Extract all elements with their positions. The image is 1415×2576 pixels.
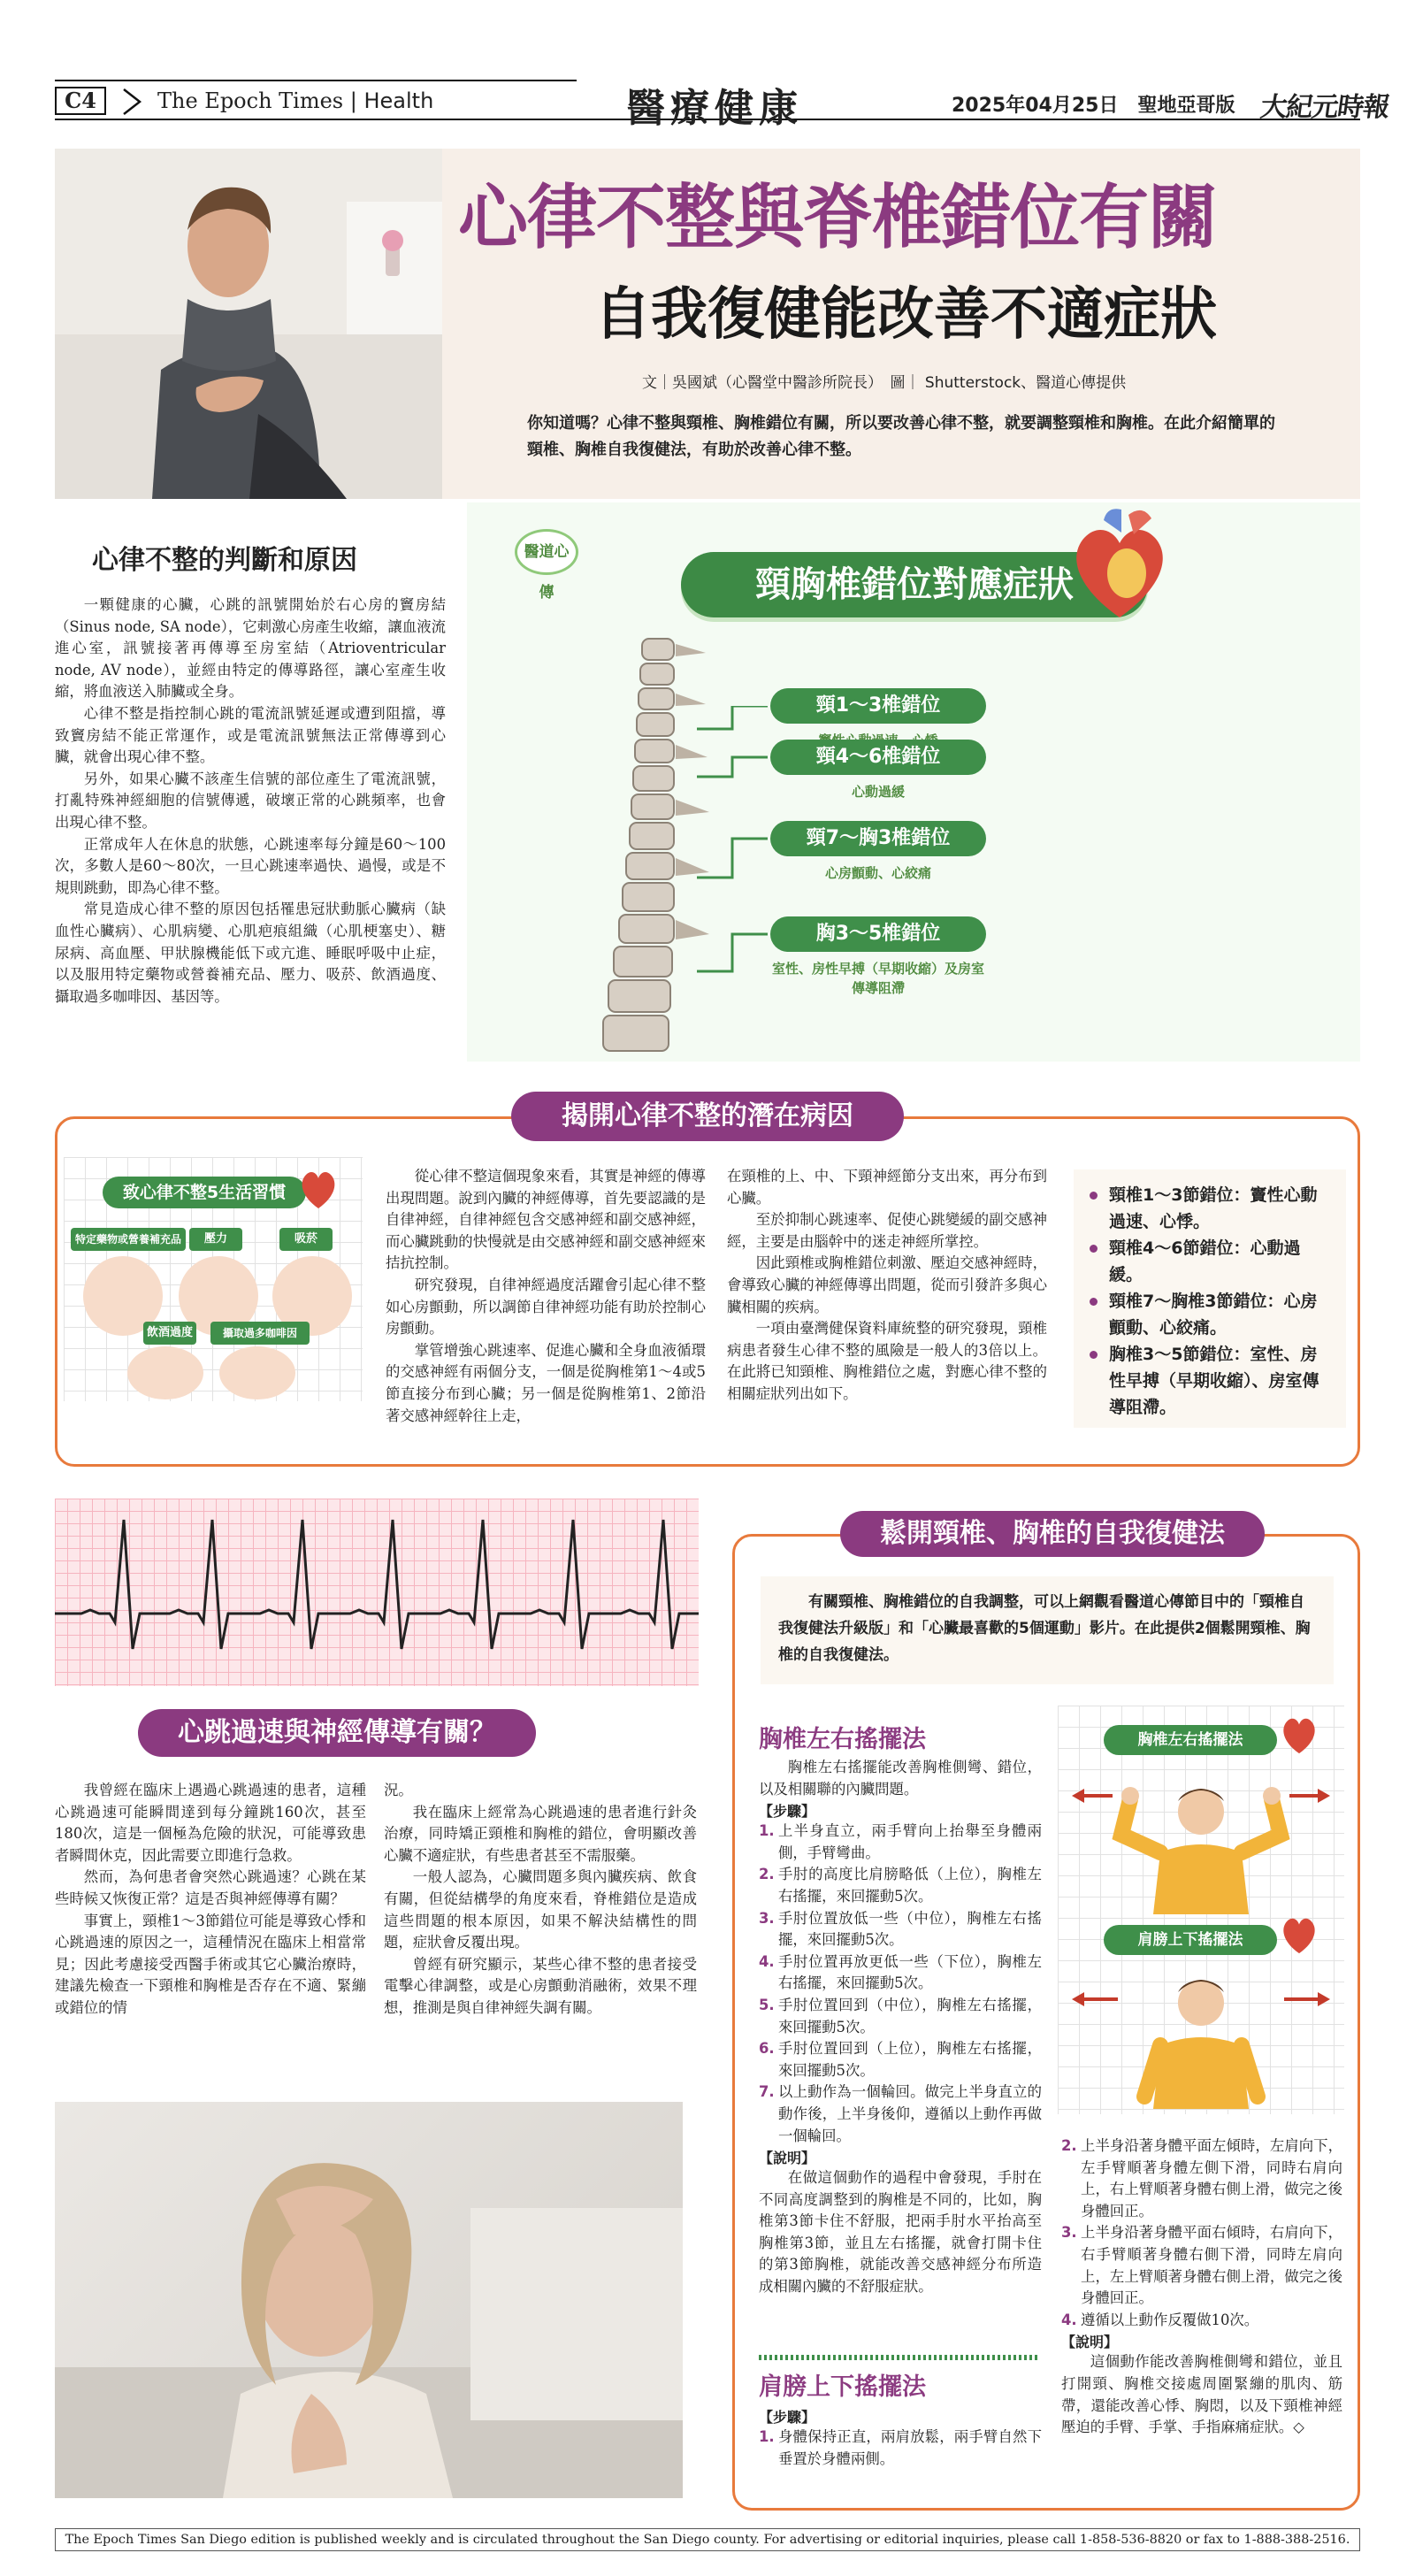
step-item: 5. 手肘位置回到（中位），胸椎左右搖擺，來回擺動5次。 [759, 1996, 1042, 2036]
ecg-waveform [55, 1499, 699, 1686]
byline: 文｜吳國斌（心醫堂中醫診所院長） 圖｜ Shutterstock、醫道心傳提供 [642, 374, 1127, 392]
section-heading-causes: 揭開心律不整的潛在病因 [511, 1092, 904, 1141]
woman-headache-photo [55, 2102, 683, 2498]
habits-title: 致心律不整5生活習慣 [103, 1177, 306, 1208]
illustration1-label: 胸椎左右搖擺法 [1104, 1725, 1277, 1755]
chart-item-label: 頸4～6椎錯位 [770, 740, 986, 775]
paragraph: 另外，如果心臟不該產生信號的部位產生了電流訊號，打亂特殊神經細胞的信號傳遞，破壞正常的心跳頻率，也會出現心律不整。 [55, 770, 446, 831]
paragraph: 在頸椎的上、中、下頸神經節分支出來，再分布到心臟。 [727, 1168, 1047, 1207]
chart-item-desc: 心動過緩 [851, 784, 905, 800]
habit-label: 特定藥物或營養補充品 [71, 1228, 186, 1251]
chart-item-desc: 心房顫動、心絞痛 [824, 865, 931, 881]
paragraph: 從心律不整這個現象來看，其實是神經的傳導出現問題。說到內臟的神經傳導，首先要認識的是自律神經，自律神經包含交感神經和副交感神經，而心臟跳動的快慢就是由交感神經和副交感神經來拮抗控制。 [386, 1168, 706, 1272]
exercise1-body [759, 1757, 1042, 2298]
step-item: 3. 手肘位置放低一些（中位），胸椎左右搖擺，來回擺動5次。 [759, 1909, 1042, 1949]
exercise2-steps-left [759, 2426, 1042, 2470]
exercise1-steps [759, 1821, 1042, 2147]
habits-infographic [64, 1157, 363, 1401]
exercise1-title: 胸椎左右搖擺法 [759, 1726, 926, 1753]
page-header [55, 81, 1391, 131]
heart-icon [1277, 1713, 1321, 1757]
rehab-intro: 有關頸椎、胸椎錯位的自我調整，可以上網觀看醫道心傳節目中的「頸椎自我復健法升級版」和「心臟最喜歡的5個運動」影片。在此提供2個鬆開頸椎、胸椎的自我復健法。 [761, 1576, 1334, 1684]
header-rule [55, 80, 577, 81]
article-subtitle: 自我復健能改善不適症狀 [594, 282, 1217, 348]
spine-chart-panel [467, 502, 1360, 1062]
list-item: 頸椎1～3節錯位：竇性心動過速、心悸。 [1088, 1182, 1332, 1235]
step-text: 身體保持正直，兩肩放鬆，兩手臂自然下垂置於身體兩側。 [778, 2428, 1042, 2467]
chart-item-label: 胸3～5椎錯位 [770, 916, 986, 952]
step-item: 4. 遵循以上動作反覆做10次。 [1061, 2311, 1259, 2328]
exercise2-note: 這個動作能改善胸椎側彎和錯位，並且打開頸、胸椎交接處周圍緊繃的肌肉、筋帶，還能改善心悸、胸悶，以及下頸椎神經壓迫的手臂、手掌、手指麻痛症狀。◇ [1061, 2353, 1342, 2436]
list-item: 胸椎3～5節錯位：室性、房性早搏（早期收縮）、房室傳導阻滯。 [1088, 1341, 1332, 1421]
paragraph: 常見造成心律不整的原因包括罹患冠狀動脈心臟病（缺血性心臟病）、心肌病變、心肌疤痕組織（心肌梗塞史）、糖尿病、高血壓、甲狀腺機能低下或亢進、睡眠呼吸中止症，以及服用特定藥物或營養補充品、壓力、吸菸、飲酒過度、攝取過多咖啡因、基因等。 [55, 901, 446, 1005]
article-title: 心律不整與脊椎錯位有關 [458, 177, 1217, 258]
steps-label: 【步驟】 [759, 2409, 816, 2426]
step-item: 6. 手肘位置回到（上位），胸椎左右搖擺，來回擺動5次。 [759, 2040, 1042, 2079]
shoulder-sway-figure [1068, 1964, 1334, 2109]
note-label: 【說明】 [1061, 2334, 1119, 2351]
exercise2-steps-right [1061, 2135, 1342, 2331]
paragraph: 事實上，頸椎1～3節錯位可能是導致心悸和心跳過速的原因之一，這種情況在臨床上相當常見；因此考慮接受西醫手術或其它心臟治療時，建議先檢查一下頸椎和胸椎是否存在不適、緊繃或錯位的情 [55, 1912, 366, 2016]
sec3-col1 [55, 1780, 366, 2020]
man-chest-pain-image [55, 149, 442, 499]
paragraph: 曾經有研究顯示，某些心律不整的患者接受電擊心律調整，或是心房顫動消融術，效果不理想，推測是與自律神經失調有關。 [384, 1955, 697, 2016]
spine-illustration [591, 635, 715, 1060]
step-text: 手肘位置放低一些（中位），胸椎左右搖擺，來回擺動5次。 [778, 1909, 1042, 1949]
paragraph: 我曾經在臨床上遇過心跳過速的患者，這種心跳過速可能瞬間達到每分鐘跳160次，甚至180次，這是一個極為危險的狀況，可能導致患者瞬間休克，因此需要立即進行急救。 [55, 1782, 366, 1864]
list-item: 頸椎7～胸椎3節錯位：心房顫動、心絞痛。 [1088, 1288, 1332, 1341]
coffee-icon [219, 1346, 295, 1399]
woman-headache-image [55, 2102, 683, 2498]
list-item: 頸椎4～6節錯位：心動過緩。 [1088, 1235, 1332, 1288]
sec2-col2 [727, 1166, 1047, 1406]
habit-label: 壓力 [189, 1228, 242, 1251]
exercise2-body-right [1061, 2135, 1342, 2439]
heart-icon [295, 1166, 341, 1212]
steps-label: 【步驟】 [759, 1803, 816, 1821]
section-heading-diagnosis: 心律不整的判斷和原因 [92, 545, 357, 576]
step-item: 2. 上半身沿著身體平面左傾時，左肩向下，左手臂順著身體左側下滑，同時右肩向上，右上臂順著身體右側上滑，做完之後身體回正。 [1061, 2137, 1342, 2220]
paragraph: 掌管增強心跳速率、促進心臟和全身血液循環的交感神經有兩個分支，一個是從胸椎第1～4或5節直接分布到心臟；另一個是從胸椎第1、2節沿著交感神經幹往上走， [386, 1341, 706, 1424]
step-item: 7. 以上動作為一個輪回。做完上半身直立的動作後，上半身後仰，遵循以上動作再做一個輪回。 [759, 2083, 1042, 2144]
habit-label: 吸菸 [279, 1228, 333, 1251]
article-intro: 你知道嗎？心律不整與頸椎、胸椎錯位有關，所以要改善心律不整，就要調整頸椎和胸椎。在此介紹簡單的頸椎、胸椎自我復健法，有助於改善心律不整。 [527, 414, 1275, 459]
illustration2-label: 肩膀上下搖擺法 [1104, 1925, 1277, 1955]
exercise-illustrations [1058, 1706, 1344, 2114]
exercise2-title: 肩膀上下搖擺法 [759, 2373, 926, 2401]
habit-label: 飲酒過度 [143, 1322, 196, 1345]
connector-lines [697, 706, 768, 1042]
ecg-strip [55, 1499, 699, 1686]
paragraph: 因此頸椎或胸椎錯位刺激、壓迫交感神經時，會導致心臟的神經傳導出問題，從而引發許多與心臟相關的疾病。 [727, 1254, 1047, 1315]
step-text: 遵循以上動作反覆做10次。 [1081, 2311, 1259, 2328]
beer-icon [127, 1346, 203, 1399]
step-item: 2. 手肘的高度比肩膀略低（上位），胸椎左右搖擺，來回擺動5次。 [759, 1866, 1042, 1905]
dislocation-list [1088, 1182, 1332, 1421]
step-text: 上半身沿著身體平面左傾時，左肩向下，左手臂順著身體左側下滑，同時右肩向上，右上臂順著身體右側上滑，做完之後身體回正。 [1081, 2137, 1342, 2220]
note-label: 【說明】 [759, 2150, 816, 2167]
section-divider [759, 2355, 1040, 2360]
publication-name [157, 88, 433, 113]
paragraph: 一顆健康的心臟，心跳的訊號開始於右心房的竇房結（Sinus node, SA node），它刺激心房產生收縮，讓血液流進心室，訊號接著再傳導至房室結（Atrioventricular node, AV node），並經由特定的傳導路徑，讓心室產生收縮，將血液送入肺臟或全身。 [55, 596, 446, 701]
step-item: 1. 身體保持正直，兩肩放鬆，兩手臂自然下垂置於身體兩側。 [759, 2428, 1042, 2467]
paragraph: 心律不整是指控制心跳的電流訊號延遲或遭到阻擋，導致竇房結不能正常運作，或是電流訊號無法正常傳導到心臟，就會出現心律不整。 [55, 704, 446, 766]
paragraph: 一般人認為，心臟問題多與內臟疾病、飲食有關，但從結構學的角度來看，脊椎錯位是造成這些問題的根本原因，如果不解決結構性的問題，症狀會反覆出現。 [384, 1868, 697, 1951]
paragraph: 至於抑制心跳速率、促使心跳變緩的副交感神經，主要是由腦幹中的迷走神經所掌控。 [727, 1211, 1047, 1250]
step-text: 上半身沿著身體平面右傾時，右肩向下，右手臂順著身體右側下滑，同時左肩向上，左上臂順著身體右側上滑，做完之後身體回正。 [1081, 2224, 1342, 2307]
edition-date: 2025年04月25日 聖地亞哥版 [952, 95, 1235, 117]
section-heading-self-rehab: 鬆開頸椎、胸椎的自我復健法 [840, 1511, 1265, 1557]
section-title: 醫療健康 [626, 86, 803, 131]
paragraph: 研究發現，自律神經過度活躍會引起心律不整如心房顫動，所以調節自律神經功能有助於控制心房顫動。 [386, 1276, 706, 1338]
paragraph: 我在臨床上經常為心跳過速的患者進行針灸治療，同時矯正頸椎和胸椎的錯位，會明顯改善心臟不適症狀，有些患者甚至不需服藥。 [384, 1803, 697, 1864]
chart-item-label: 頸1～3椎錯位 [770, 688, 986, 724]
heart-icon [1277, 1913, 1321, 1957]
chart-title: 頸胸椎錯位對應症狀 [681, 552, 1148, 617]
footer-note: The Epoch Times San Diego edition is published weekly and is circulated throughout the San Diego county. For advertising or editorial inquiries, please call 1-858-536-8820 or fax to 1-888-388-2516. [55, 2528, 1360, 2551]
hero-photo [55, 149, 442, 499]
paragraph: 一項由臺灣健保資料庫統整的研究發現，頸椎病患者發生心律不整的風險是一般人的3倍以上。在此將已知頸椎、胸椎錯位之處，對應心律不整的相關症狀列出如下。 [727, 1320, 1047, 1402]
chevron-right-icon [117, 87, 147, 117]
chart-item-label: 頸7～胸3椎錯位 [770, 821, 986, 856]
step-item: 3. 上半身沿著身體平面右傾時，右肩向下，右手臂順著身體右側下滑，同時左肩向上，左上臂順著身體右側上滑，做完之後身體回正。 [1061, 2224, 1342, 2307]
step-text: 以上動作為一個輪回。做完上半身直立的動作後，上半身後仰，遵循以上動作再做一個輪回。 [778, 2083, 1042, 2144]
chart-item-desc: 室性、房性早搏（早期收縮）及房室傳導阻滯 [771, 961, 984, 996]
step-text: 手肘的高度比肩膀略低（上位），胸椎左右搖擺，來回擺動5次。 [778, 1866, 1042, 1905]
newspaper-logo: 大紀元時報 [1258, 92, 1391, 123]
exercise1-note: 在做這個動作的過程中會發現，手肘在不同高度調整到的胸椎是不同的，比如，胸椎第3節卡住不舒服，把兩手肘水平抬高至胸椎第3節，並且左右搖擺，就會打開卡住的第3節胸椎，就能改善交感神經分布所造成相關內臟的不舒服症狀。 [759, 2169, 1042, 2296]
sec1-body [55, 594, 446, 1008]
step-item: 1. 上半身直立，兩手臂向上抬舉至身體兩側，手臂彎曲。 [759, 1822, 1042, 1861]
step-item: 4. 手肘位置再放更低一些（下位），胸椎左右搖擺，來回擺動5次。 [759, 1952, 1042, 1992]
habit-label: 攝取過多咖啡因 [210, 1322, 310, 1345]
paragraph: 正常成年人在休息的狀態，心跳速率每分鐘是60～100次，多數人是60～80次，一旦心跳速率過快、過慢，或是不規則跳動，即為心律不整。 [55, 835, 446, 896]
sec2-col1 [386, 1166, 706, 1427]
heart-icon [1058, 502, 1182, 626]
step-text: 手肘位置回到（中位），胸椎左右搖擺，來回擺動5次。 [778, 1996, 1042, 2036]
exercise1-desc: 胸椎左右搖擺能改善胸椎側彎、錯位，以及相關聯的內臟問題。 [759, 1759, 1042, 1798]
exercise2-body-left [759, 2406, 1042, 2470]
badge-logo: 醫道心傳 [515, 529, 578, 575]
section-en: | Health [349, 88, 434, 113]
thoracic-sway-figure [1068, 1764, 1334, 1914]
page-number: C4 [55, 87, 106, 115]
section-heading-tachycardia: 心跳過速與神經傳導有關？ [138, 1709, 536, 1757]
paragraph: 況。 [384, 1782, 413, 1798]
step-text: 手肘位置回到（上位），胸椎左右搖擺，來回擺動5次。 [778, 2040, 1042, 2079]
step-text: 手肘位置再放更低一些（下位），胸椎左右搖擺，來回擺動5次。 [778, 1952, 1042, 1992]
sec3-col2 [384, 1780, 697, 2020]
publication-title: The Epoch Times [157, 88, 344, 113]
dislocation-list-panel [1074, 1169, 1346, 1428]
step-text: 上半身直立，兩手臂向上抬舉至身體兩側，手臂彎曲。 [778, 1822, 1042, 1861]
paragraph: 然而，為何患者會突然心跳過速？心跳在某些時候又恢復正常？這是否與神經傳導有關？ [55, 1868, 366, 1907]
